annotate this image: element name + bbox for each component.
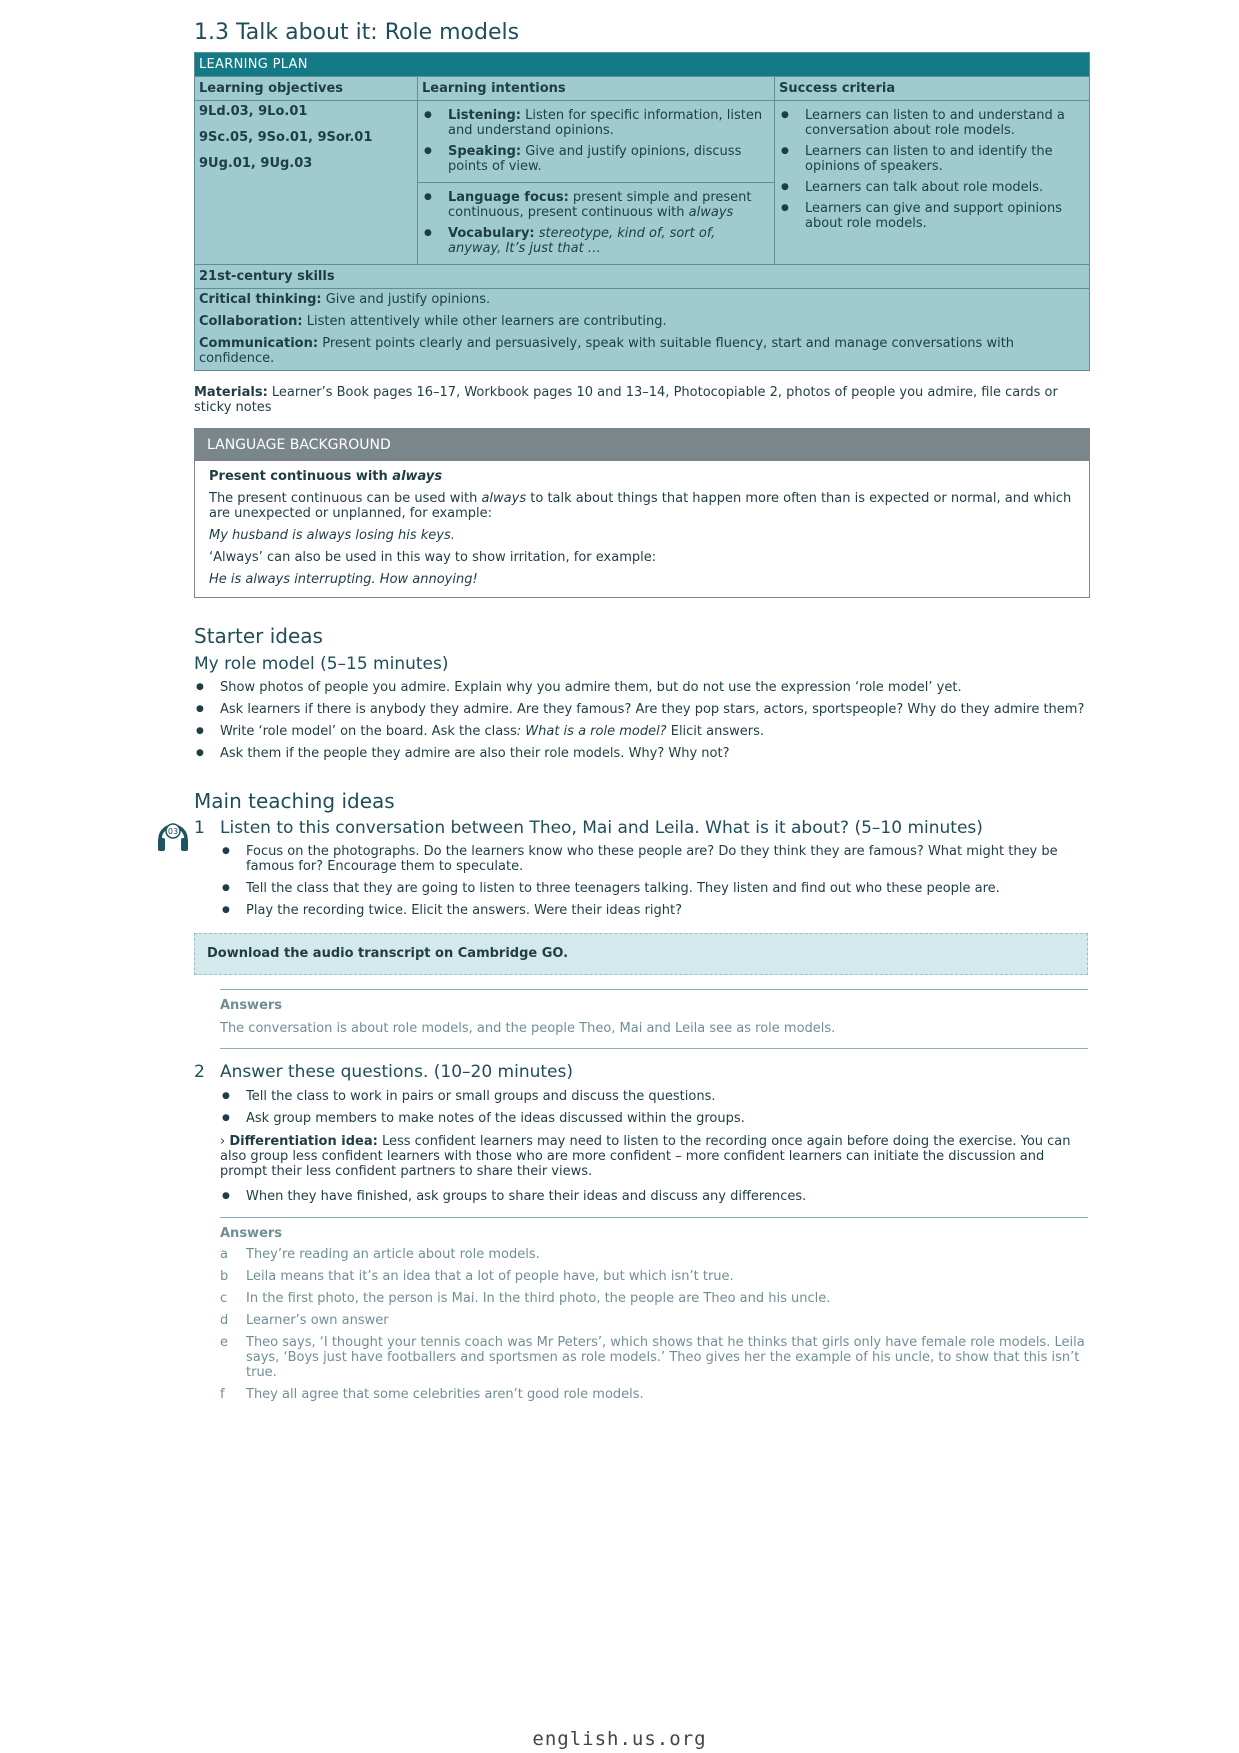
language-subhead: Present continuous with always bbox=[209, 469, 443, 484]
success-item: ● Learners can talk about role models. bbox=[775, 180, 1089, 195]
objective-item: 9Ld.03, 9Lo.01 bbox=[199, 104, 308, 119]
task-2-final-list bbox=[220, 1189, 1088, 1211]
task-2-item: ● When they have finished, ask groups to share their ideas and discuss any differences. bbox=[220, 1189, 1088, 1204]
skill-item: Collaboration: Listen attentively while other learners are contributing. bbox=[199, 314, 667, 329]
language-background-header: LANGUAGE BACKGROUND bbox=[195, 429, 1089, 461]
skill-item: Communication: Present points clearly and persuasively, speak with suitable fluency, start and manage conversations with confidence. bbox=[199, 336, 1015, 366]
answer-row: c In the first photo, the person is Mai. In the third photo, the people are Theo and his uncle. bbox=[220, 1291, 831, 1306]
task-1-item: ● Tell the class that they are going to listen to three teenagers talking. They listen and find out who these people are. bbox=[220, 881, 1088, 896]
objectives-list bbox=[195, 101, 417, 185]
objective-item: 9Sc.05, 9So.01, 9Sor.01 bbox=[199, 130, 373, 145]
starter-item: ● Ask learners if there is anybody they admire. Are they famous? Are they pop stars, actors, sportspeople? Why do they admire them? bbox=[194, 702, 1088, 717]
task-1-list bbox=[220, 844, 1088, 925]
skills-list bbox=[195, 289, 1089, 370]
skill-item: Critical thinking: Give and justify opinions. bbox=[199, 292, 491, 307]
intentions-column bbox=[418, 77, 775, 264]
learning-plan-body bbox=[195, 76, 1089, 264]
task-1-answers bbox=[220, 989, 1088, 1049]
intentions-block-2 bbox=[418, 182, 774, 264]
task-2-item: ● Ask group members to make notes of the ideas discussed within the groups. bbox=[220, 1111, 1088, 1126]
success-item: ● Learners can listen to and identify the opinions of speakers. bbox=[775, 144, 1089, 174]
intentions-block-1 bbox=[418, 101, 774, 182]
success-item: ● Learners can give and support opinions about role models. bbox=[775, 201, 1089, 231]
answer-row: a They’re reading an article about role models. bbox=[220, 1247, 540, 1262]
starter-subheading: My role model (5–15 minutes) bbox=[194, 654, 449, 674]
answers-label: Answers bbox=[220, 1226, 283, 1241]
download-transcript-box[interactable] bbox=[194, 933, 1088, 975]
learning-plan-table bbox=[194, 52, 1090, 371]
intention-item: ● Listening: Listen for specific information, listen and understand opinions. bbox=[418, 108, 770, 138]
intention-item: ● Language focus: present simple and present continuous, present continuous with always bbox=[418, 190, 770, 220]
main-heading: Main teaching ideas bbox=[194, 789, 395, 813]
intention-item: ● Vocabulary: stereotype, kind of, sort of, anyway, It’s just that … bbox=[418, 226, 770, 256]
task-1-item: ● Focus on the photographs. Do the learners know who these people are? Do they think they are famous? What might they be famous for? Encourage them to speculate. bbox=[220, 844, 1088, 874]
task-2-list bbox=[220, 1089, 1088, 1133]
language-paragraph: ‘Always’ can also be used in this way to show irritation, for example: bbox=[209, 550, 657, 565]
track-number: 03 bbox=[167, 827, 179, 836]
differentiation-idea: › Differentiation idea: Less confident learners may need to listen to the recording once again before doing the exercise. You can also group less confident learners with those who are more confident – more confident learners can initiate the discussion and prompt their less confident partners to share their views. bbox=[220, 1134, 1071, 1179]
language-paragraph: The present continuous can be used with always to talk about things that happen more often than is expected or normal, and which are unexpected or unplanned, for example: bbox=[209, 491, 1072, 521]
intentions-heading: Learning intentions bbox=[418, 77, 774, 101]
starter-list bbox=[194, 680, 1088, 768]
headphones-audio-icon[interactable] bbox=[156, 819, 190, 853]
objectives-heading: Learning objectives bbox=[195, 77, 417, 101]
materials-line: Materials: Learner’s Book pages 16–17, Workbook pages 10 and 13–14, Photocopiable 2, photos of people you admire, file cards or sticky notes bbox=[194, 385, 1058, 415]
intention-item: ● Speaking: Give and justify opinions, discuss points of view. bbox=[418, 144, 770, 174]
objectives-column bbox=[195, 77, 418, 264]
language-background-box bbox=[194, 428, 1090, 598]
page-title: 1.3 Talk about it: Role models bbox=[194, 20, 520, 45]
starter-item: ● Ask them if the people they admire are also their role models. Why? Why not? bbox=[194, 746, 1088, 761]
task-2-answers bbox=[220, 1217, 1088, 1409]
answers-label: Answers bbox=[220, 998, 283, 1013]
task-2-item: ● Tell the class to work in pairs or small groups and discuss the questions. bbox=[220, 1089, 1088, 1104]
starter-heading: Starter ideas bbox=[194, 624, 323, 648]
success-item: ● Learners can listen to and understand a conversation about role models. bbox=[775, 108, 1089, 138]
starter-item: ● Write ‘role model’ on the board. Ask the class: What is a role model? Elicit answers. bbox=[194, 724, 1088, 739]
skills-heading: 21st-century skills bbox=[195, 264, 1089, 289]
answer-text: The conversation is about role models, and the people Theo, Mai and Leila see as role models. bbox=[220, 1021, 836, 1036]
download-transcript-text[interactable]: Download the audio transcript on Cambridge GO. bbox=[207, 946, 569, 961]
answer-row: e Theo says, ‘I thought your tennis coach was Mr Peters’, which shows that he thinks that girls only have female role models. Leila says, ‘Boys just have footballers and sportsmen as role models.’ Theo gives her the example of his uncle, to show that this isn’t true. bbox=[220, 1335, 1085, 1380]
language-example: He is always interrupting. How annoying! bbox=[209, 572, 478, 587]
answer-row: d Learner’s own answer bbox=[220, 1313, 389, 1328]
answer-row: f They all agree that some celebrities aren’t good role models. bbox=[220, 1387, 644, 1402]
success-heading: Success criteria bbox=[775, 77, 1089, 101]
language-background-body bbox=[195, 461, 1089, 597]
answer-row: b Leila means that it’s an idea that a lot of people have, but which isn’t true. bbox=[220, 1269, 734, 1284]
chevron-right-icon: › bbox=[220, 1134, 226, 1149]
objective-item: 9Ug.01, 9Ug.03 bbox=[199, 156, 313, 171]
task-1-item: ● Play the recording twice. Elicit the answers. Were their ideas right? bbox=[220, 903, 1088, 918]
task-1-heading: 1 Listen to this conversation between Theo, Mai and Leila. What is it about? (5–10 minutes) bbox=[194, 818, 983, 838]
language-example: My husband is always losing his keys. bbox=[209, 528, 455, 543]
footer-watermark: english.us.org bbox=[532, 1728, 707, 1750]
starter-item: ● Show photos of people you admire. Explain why you admire them, but do not use the expression ‘role model’ yet. bbox=[194, 680, 1088, 695]
task-2-heading: 2 Answer these questions. (10–20 minutes) bbox=[194, 1062, 573, 1082]
learning-plan-header: LEARNING PLAN bbox=[195, 53, 1089, 76]
success-column bbox=[775, 77, 1089, 264]
